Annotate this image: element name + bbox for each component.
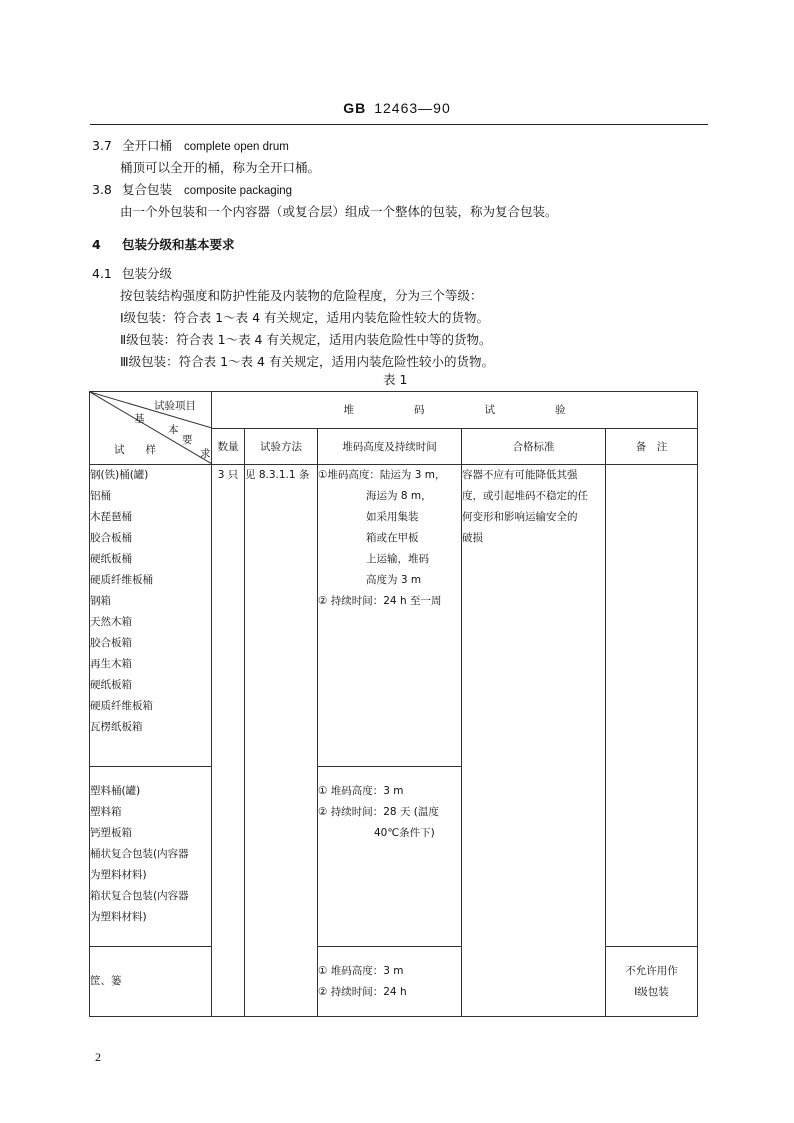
level-2-line: Ⅱ级包装：符合表 1～表 4 有关规定，适用内装危险性中等的货物。 — [120, 332, 492, 347]
table-caption: 表 1 — [383, 372, 408, 387]
corner-label-yao: 要 — [182, 434, 193, 446]
list-item: 钢箱 — [90, 595, 111, 607]
method-cell: 见 8.3.1.1 条 — [245, 465, 318, 1017]
corner-label-samples: 试 样 — [114, 444, 156, 456]
section-3-8-body: 由一个外包装和一个内容器（或复合层）组成一个整体的包装，称为复合包装。 — [120, 204, 558, 219]
header-rule — [90, 124, 708, 125]
list-item: 木琵琶桶 — [90, 511, 132, 523]
list-item: 筐、篓 — [90, 975, 122, 987]
criteria-cell: 容器不应有可能降低其强 度，或引起堆码不稳定的任 何变形和影响运输安全的 破损 — [462, 465, 606, 1017]
list-item: 再生木箱 — [90, 658, 132, 670]
section-3-7-body: 桶顶可以全开的桶，称为全开口桶。 — [120, 160, 321, 175]
col-header-method: 试验方法 — [245, 428, 318, 465]
corner-label-qiu: 求 — [200, 448, 211, 460]
list-item: 瓦楞纸板箱 — [90, 721, 143, 733]
col-header-height-duration: 堆码高度及持续时间 — [318, 428, 462, 465]
corner-label-test-items: 试验项目 — [154, 400, 196, 412]
height-duration-cell-1: ①堆码高度：陆运为 3 m， 海运为 8 m， 如采用集装 箱或在甲板 上运输，堆码 高度为 3 m ② 持续时间：24 h 至一周 — [318, 465, 462, 767]
height-duration-cell-3: ① 堆码高度：3 m ② 持续时间：24 h — [318, 947, 462, 1017]
standard-prefix: GB — [343, 100, 367, 116]
section-4-1-intro: 按包装结构强度和防护性能及内装物的危险程度，分为三个等级： — [120, 288, 483, 303]
col-header-note: 备 注 — [606, 428, 698, 465]
sample-list-plastic — [90, 767, 212, 947]
list-item: 天然木箱 — [90, 616, 132, 628]
list-item: 为塑料材料) — [90, 869, 147, 881]
list-item: 硬纸板桶 — [90, 553, 132, 565]
section-3-8-heading: 3.8 复合包装 composite packaging — [92, 182, 293, 197]
sample-list-metal-wood — [90, 465, 212, 767]
list-item: 硬质纤维板桶 — [90, 574, 153, 586]
level-1-line: Ⅰ级包装：符合表 1～表 4 有关规定，适用内装危险性较大的货物。 — [120, 310, 490, 325]
height-duration-cell-2: ① 堆码高度：3 m ② 持续时间：28 天 (温度 40℃条件下) — [318, 767, 462, 947]
list-item: 硬纸板箱 — [90, 679, 132, 691]
corner-label-basic: 基 — [134, 413, 145, 425]
page-number: 2 — [95, 1050, 101, 1064]
list-item: 塑料箱 — [90, 806, 122, 818]
list-item: 为塑料材料) — [90, 911, 147, 923]
list-item: 胶合板桶 — [90, 532, 132, 544]
level-3-line: Ⅲ级包装：符合表 1～表 4 有关规定，适用内装危险性较小的货物。 — [120, 354, 494, 369]
list-item: 箱状复合包装(内容器 — [90, 890, 189, 902]
sample-list-baskets — [90, 947, 212, 1017]
section-3-7-heading: 3.7 全开口桶 complete open drum — [92, 138, 289, 153]
list-item: 桶状复合包装(内容器 — [90, 848, 189, 860]
list-item: 钙塑板箱 — [90, 827, 132, 839]
list-item: 钢(铁)桶(罐) — [90, 469, 149, 481]
corner-label-ben: 本 — [168, 424, 179, 436]
list-item: 铝桶 — [90, 490, 111, 502]
col-header-criteria: 合格标准 — [462, 428, 606, 465]
note-cell-baskets: 不允许用作 Ⅰ级包装 — [606, 947, 698, 1017]
section-4-1-heading: 4.1 包装分级 — [92, 266, 173, 281]
corner-header-cell — [90, 392, 212, 465]
table-row — [90, 465, 698, 767]
page-header — [0, 100, 794, 116]
list-item: 胶合板箱 — [90, 637, 132, 649]
qty-cell: 3 只 — [212, 465, 245, 1017]
standard-code: 12463—90 — [374, 100, 451, 116]
section-4-heading: 4 包装分级和基本要求 — [92, 237, 235, 252]
stacking-test-header: 堆码试验 — [212, 392, 698, 429]
col-header-qty: 数量 — [212, 428, 245, 465]
note-cell-empty — [606, 465, 698, 947]
packaging-test-table — [89, 391, 698, 1017]
list-item: 硬质纤维板箱 — [90, 700, 153, 712]
list-item: 塑料桶(罐) — [90, 785, 141, 797]
table-row — [90, 947, 698, 1017]
